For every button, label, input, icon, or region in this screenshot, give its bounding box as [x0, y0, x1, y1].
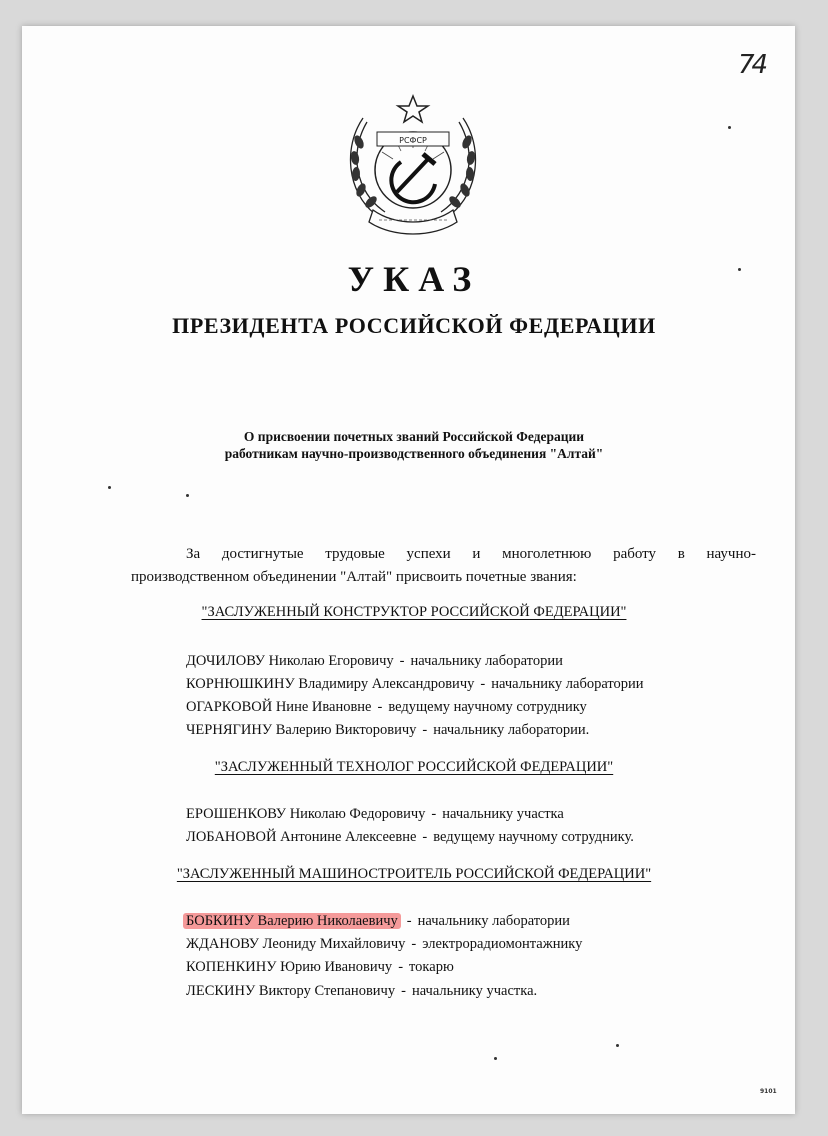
separator-dash: - — [431, 806, 437, 822]
person-position: начальнику лаборатории — [410, 653, 563, 669]
page-subtitle: ПРЕЗИДЕНТА РОССИЙСКОЙ ФЕДЕРАЦИИ — [172, 313, 656, 338]
heading-line-1: О присвоении почетных званий Российской Федерации — [243, 429, 585, 444]
rsfsr-coat-of-arms-icon — [345, 92, 481, 242]
award-entry — [186, 653, 563, 670]
separator-dash: - — [399, 653, 405, 669]
person-name: ЛОБАНОВОЙ Антонине Алексеевне — [186, 829, 417, 845]
award-entry — [186, 936, 582, 953]
rank-title-constructor: "ЗАСЛУЖЕННЫЙ КОНСТРУКТОР РОССИЙСКОЙ ФЕДЕРАЦИИ" — [201, 604, 627, 620]
award-entry — [186, 959, 454, 976]
person-position: токарю — [409, 959, 454, 975]
person-name: ЛЕСКИНУ Виктору Степановичу — [186, 983, 396, 999]
separator-dash: - — [398, 959, 404, 975]
scan-speck — [616, 1044, 619, 1047]
decree-heading — [0, 428, 828, 462]
person-position: начальнику лаборатории. — [433, 722, 590, 738]
separator-dash: - — [480, 676, 486, 692]
person-name: ЕРОШЕНКОВУ Николаю Федоровичу — [186, 806, 426, 822]
person-position: начальнику участка — [442, 806, 564, 822]
person-name: ДОЧИЛОВУ Николаю Егоровичу — [186, 653, 394, 669]
award-entry — [186, 983, 537, 1000]
scan-speck — [186, 494, 189, 497]
award-entry — [186, 829, 634, 846]
scan-speck — [494, 1057, 497, 1060]
separator-dash: - — [401, 983, 406, 999]
separator-dash: - — [377, 699, 383, 715]
document-stamp-number: 9101 — [760, 1088, 777, 1095]
separator-dash: - — [406, 913, 412, 929]
award-entry-highlighted — [186, 913, 570, 930]
award-entry — [186, 722, 589, 739]
separator-dash: - — [411, 936, 417, 952]
separator-dash: - — [422, 722, 428, 738]
award-entry — [186, 676, 644, 693]
award-entry — [186, 806, 564, 823]
person-position: начальнику лаборатории — [417, 913, 570, 929]
person-name: ОГАРКОВОЙ Нине Ивановне — [186, 699, 372, 715]
heading-line-2: работникам научно-производственного объединения "Алтай" — [224, 446, 604, 461]
person-position: ведущему научному сотруднику — [388, 699, 587, 715]
intro-line-1: За достигнутые трудовые успехи и многолетнюю работу в научно- — [186, 546, 756, 562]
rank-title-technologist: "ЗАСЛУЖЕННЫЙ ТЕХНОЛОГ РОССИЙСКОЙ ФЕДЕРАЦИИ" — [214, 759, 614, 775]
person-position: начальнику лаборатории — [491, 676, 644, 692]
person-name: ЧЕРНЯГИНУ Валерию Викторовичу — [186, 722, 417, 738]
person-position: ведущему научному сотруднику. — [433, 829, 634, 845]
person-name: КОРНЮШКИНУ Владимиру Александровичу — [186, 676, 475, 692]
scan-speck — [738, 268, 741, 271]
rank-title-machine-builder: "ЗАСЛУЖЕННЫЙ МАШИНОСТРОИТЕЛЬ РОССИЙСКОЙ ФЕДЕРАЦИИ" — [176, 866, 652, 882]
svg-text:РСФСР: РСФСР — [399, 136, 427, 145]
page-number: 74 — [738, 50, 766, 80]
intro-line-2: производственном объединении "Алтай" присвоить почетные звания: — [131, 569, 577, 585]
scan-speck — [728, 126, 731, 129]
person-name: КОПЕНКИНУ Юрию Ивановичу — [186, 959, 393, 975]
award-entry — [186, 699, 587, 716]
person-position: начальнику участка. — [411, 983, 538, 999]
separator-dash: - — [422, 829, 428, 845]
person-position: электрорадиомонтажнику — [422, 936, 583, 952]
person-name-highlighted: БОБКИНУ Валерию Николаевичу — [183, 913, 401, 929]
page-title: УКАЗ — [347, 259, 481, 299]
person-name: ЖДАНОВУ Леониду Михайловичу — [186, 936, 406, 952]
scan-speck — [108, 486, 111, 489]
